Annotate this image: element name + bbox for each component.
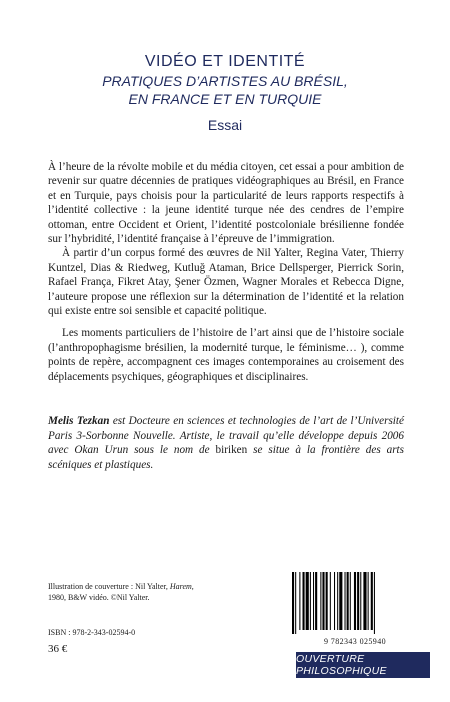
price: 36 €: [48, 643, 68, 655]
cover-credits: [48, 582, 248, 603]
subtitle-line-1: PRATIQUES D’ARTISTES AU BRÉSIL,: [102, 73, 348, 89]
bio-text: est Docteure en sciences et technologies de l’art de l’Université Paris 3-Sorbonne Nouvelle. Artiste, le travail qu’elle développe depuis 2006 avec Okan Urun sous le nom de: [48, 415, 404, 457]
barcode-image: [290, 572, 420, 634]
paragraph-3: Les moments particuliers de l’histoire de l’art ainsi que de l’histoire sociale (l’anthropophagisme brésilien, la modernité turque, le féminisme… ), comme points de repère, accompagnent ces images contemporaines au croisement des déplacements psychiques, géographiques et disciplinaires.: [48, 327, 404, 383]
genre-label: Essai: [207, 117, 243, 133]
paragraph-2: À partir d’un corpus formé des œuvres de Nil Yalter, Regina Vater, Thierry Kuntzel, Dias & Riedweg, Kutluğ Ataman, Brice Dellsperger, Pierrick Sorin, Rafael França, Fikret Atay, Şener Özmen, Wagner Morales et Rebecca Digne, l’auteure propose une réflexion sur la détermination de l’identité et la relation qui existe entre soi sensible et capacité politique.: [48, 247, 404, 318]
collection-banner: OUVERTURE PHILOSOPHIQUE: [296, 652, 430, 678]
author-name: Melis Tezkan: [48, 415, 110, 427]
isbn: ISBN : 978-2-343-02594-0: [48, 628, 136, 637]
credit-line-2: 1980, B&W vidéo. ©Nil Yalter.: [48, 592, 150, 602]
credit-comma: ,: [191, 582, 194, 591]
credit-work-title: Harem: [169, 582, 192, 591]
author-bio: [48, 414, 404, 472]
title-block: [0, 52, 450, 134]
credit-line-1: Illustration de couverture : Nil Yalter,: [48, 582, 170, 591]
subtitle-line-2: EN FRANCE ET EN TURQUIE: [128, 91, 322, 107]
book-title: VIDÉO ET IDENTITÉ: [144, 53, 306, 70]
paragraph-1: À l’heure de la révolte mobile et du média citoyen, cet essai a pour ambition de revenir sur quatre décennies de pratiques vidéographiques au Brésil, en France et en Turquie, pays choisis pour la particularité de leurs rapports respectifs à l’identité collective : la jeune identité turque née des cendres de l’empire ottoman, entre Occident et Orient, l’identité postcoloniale brésilienne fondée sur l’hybridité, l’identité française à l’épreuve de l’immigration.: [48, 161, 404, 246]
bio-text-end: se situe à la frontière des arts scéniques et plastiques.: [48, 444, 405, 471]
barcode-number: 9 782343 025940: [324, 637, 386, 646]
bio-collective-name: biriken: [215, 444, 248, 457]
summary-text: [48, 160, 404, 384]
